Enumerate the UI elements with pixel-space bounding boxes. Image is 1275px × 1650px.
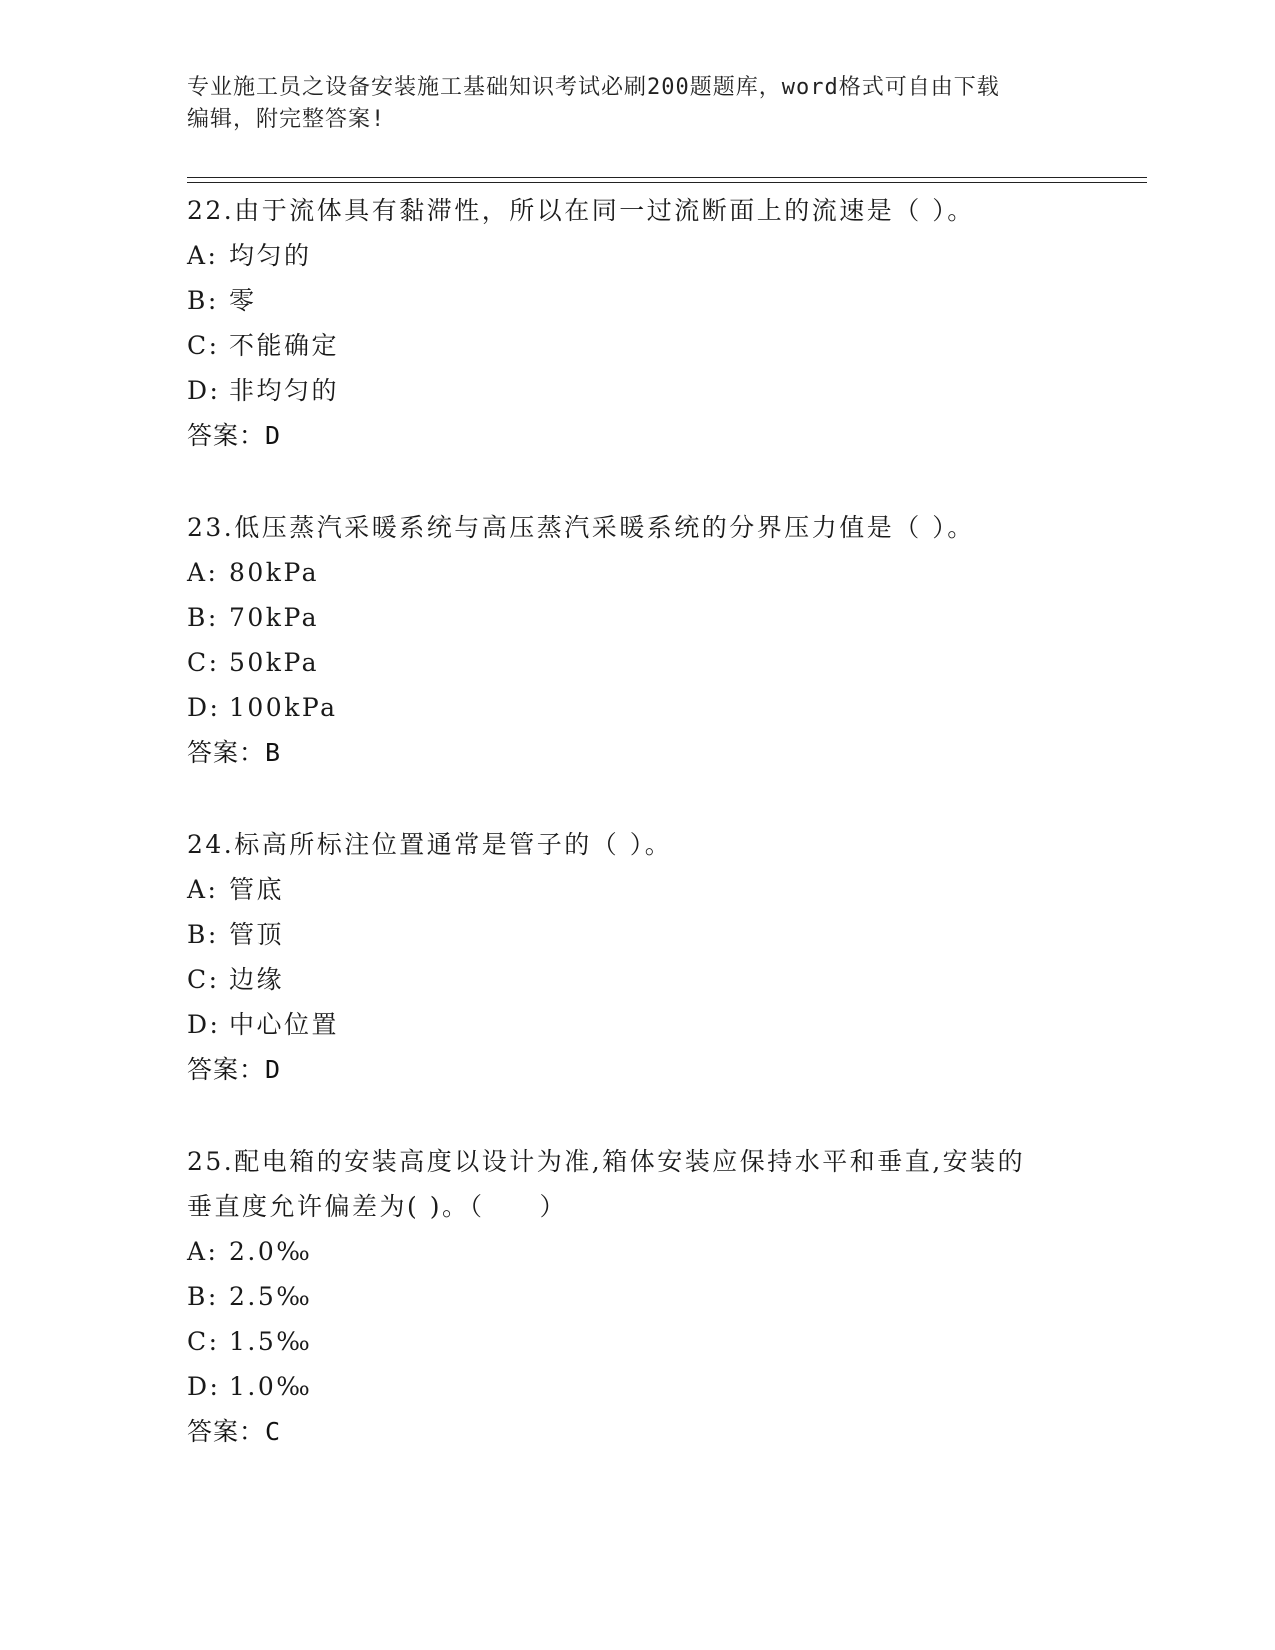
- option-a: [187, 550, 1087, 595]
- option-text: 2.0‰: [229, 1237, 313, 1266]
- document-header: [187, 72, 1067, 136]
- option-text: 1.5‰: [229, 1327, 313, 1356]
- option-key: D:: [187, 376, 221, 405]
- option-key: D:: [187, 1010, 221, 1039]
- option-text: 100kPa: [229, 693, 338, 722]
- option-key: A:: [187, 875, 219, 904]
- option-text: 50kPa: [229, 648, 320, 677]
- question-24: [187, 822, 1087, 1092]
- option-b: [187, 595, 1087, 640]
- option-key: C:: [187, 965, 220, 994]
- option-text: 零: [229, 286, 257, 315]
- option-a: [187, 867, 1087, 912]
- answer: 答案：B: [187, 738, 282, 767]
- answer: 答案：C: [187, 1417, 282, 1446]
- question-stem-line-2: 垂直度允许偏差为( )。（ ）: [187, 1192, 567, 1221]
- option-key: C:: [187, 331, 220, 360]
- option-d: [187, 685, 1087, 730]
- option-text: 边缘: [229, 965, 285, 994]
- option-text: 均匀的: [229, 241, 312, 270]
- option-key: A:: [187, 1237, 219, 1266]
- option-text: 80kPa: [229, 558, 320, 587]
- option-c: [187, 323, 1087, 368]
- option-a: [187, 1229, 1087, 1274]
- header-rule-bottom: [187, 182, 1147, 183]
- option-key: C:: [187, 648, 220, 677]
- option-text: 管顶: [229, 920, 285, 949]
- question-stem: 24.标高所标注位置通常是管子的（ ）。: [187, 830, 673, 859]
- option-key: D:: [187, 1372, 221, 1401]
- option-a: [187, 233, 1087, 278]
- option-key: B:: [187, 286, 219, 315]
- option-c: [187, 957, 1087, 1002]
- option-key: A:: [187, 558, 219, 587]
- question-stem: 22.由于流体具有黏滞性，所以在同一过流断面上的流速是（ ）。: [187, 196, 975, 225]
- question-stem-line-1: 25.配电箱的安装高度以设计为准,箱体安装应保持水平和垂直,安装的: [187, 1147, 1026, 1176]
- option-d: [187, 1364, 1087, 1409]
- option-c: [187, 640, 1087, 685]
- option-text: 中心位置: [229, 1010, 340, 1039]
- question-25: [187, 1139, 1087, 1454]
- option-text: 2.5‰: [229, 1282, 313, 1311]
- option-key: A:: [187, 241, 219, 270]
- option-text: 非均匀的: [229, 376, 340, 405]
- option-b: [187, 278, 1087, 323]
- option-text: 70kPa: [229, 603, 320, 632]
- question-22: [187, 188, 1087, 458]
- option-c: [187, 1319, 1087, 1364]
- header-line-2: 编辑，附完整答案!: [187, 107, 386, 132]
- header-line-1: 专业施工员之设备安装施工基础知识考试必刷200题题库，word格式可自由下载: [187, 75, 1000, 100]
- option-key: B:: [187, 920, 219, 949]
- option-b: [187, 912, 1087, 957]
- option-text: 管底: [229, 875, 285, 904]
- option-key: B:: [187, 1282, 219, 1311]
- answer: 答案：D: [187, 1055, 282, 1084]
- option-key: B:: [187, 603, 219, 632]
- option-text: 1.0‰: [229, 1372, 313, 1401]
- answer: 答案：D: [187, 421, 282, 450]
- question-stem: 23.低压蒸汽采暖系统与高压蒸汽采暖系统的分界压力值是（ ）。: [187, 513, 975, 542]
- header-rule-top: [187, 177, 1147, 178]
- option-key: C:: [187, 1327, 220, 1356]
- option-text: 不能确定: [229, 331, 340, 360]
- question-23: [187, 505, 1087, 775]
- option-key: D:: [187, 693, 221, 722]
- option-b: [187, 1274, 1087, 1319]
- option-d: [187, 368, 1087, 413]
- option-d: [187, 1002, 1087, 1047]
